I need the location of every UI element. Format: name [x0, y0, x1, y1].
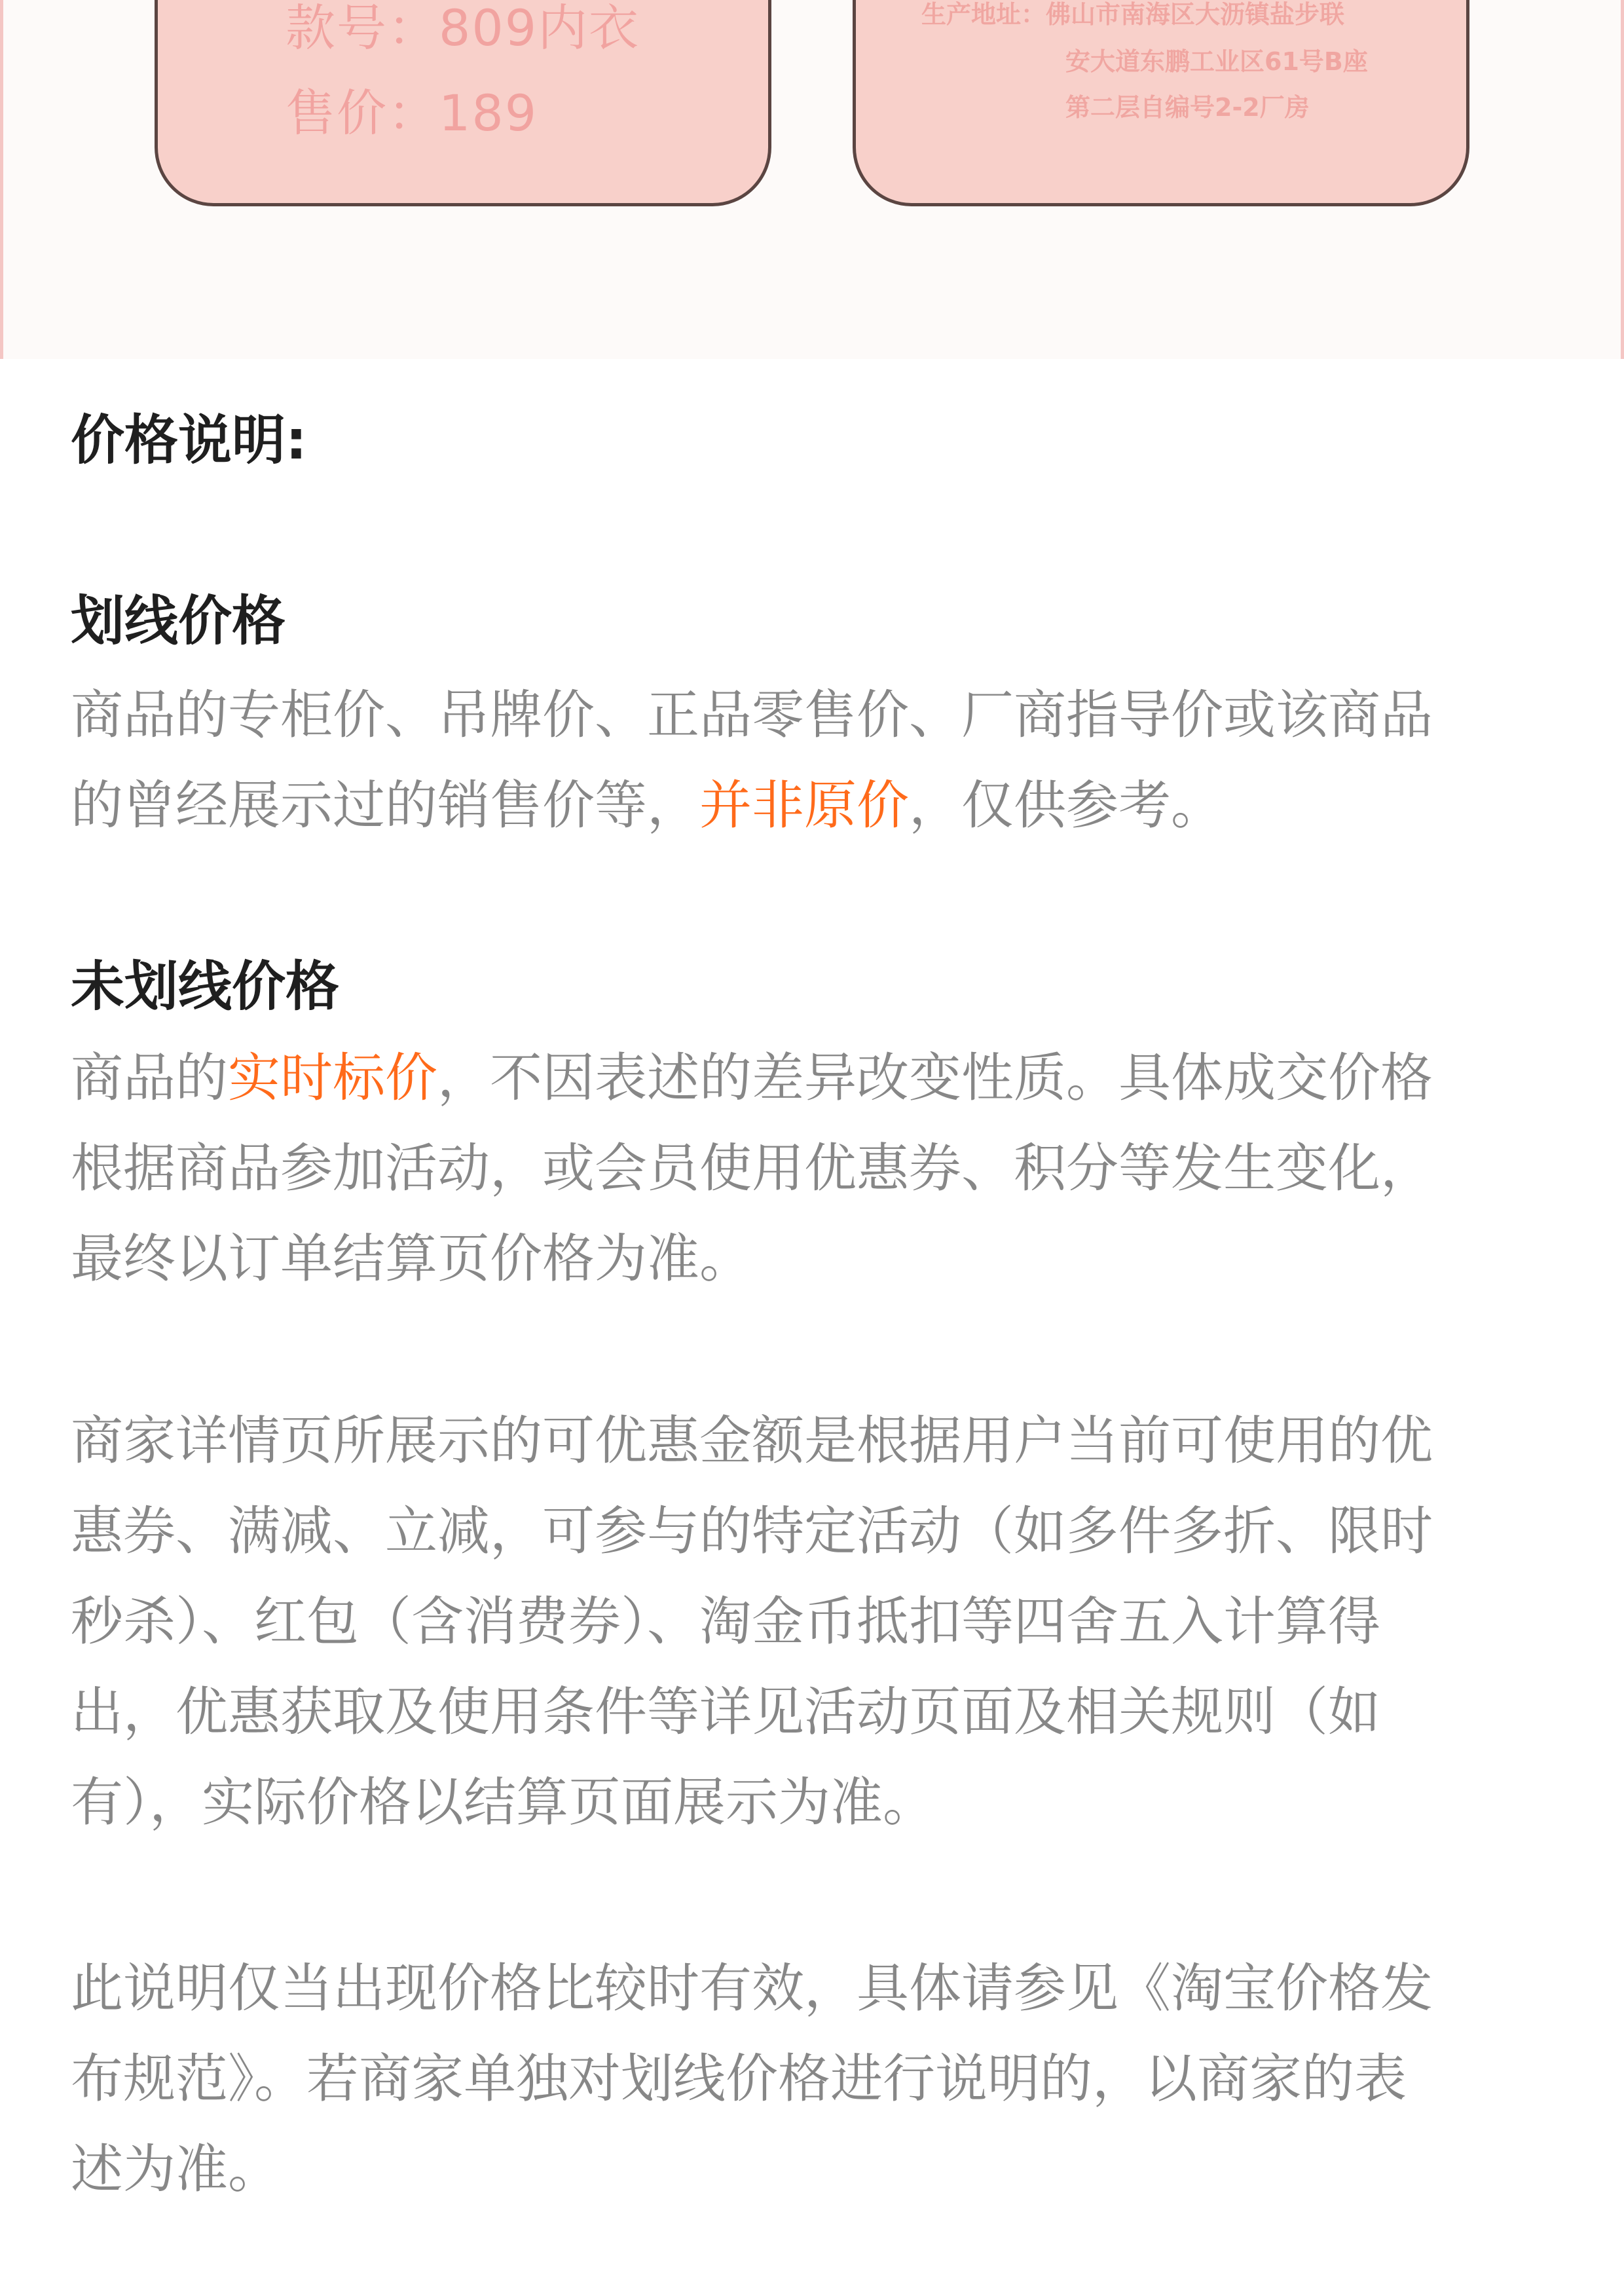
notice-line-1: 此说明仅当出现价格比较时有效，具体请参见《淘宝价格发: [71, 1958, 1433, 2019]
price-tag-card: [155, 0, 771, 206]
strike-price-text-b: ，仅供参考。: [909, 775, 1223, 836]
tag-address-line-2: 安大道东鹏工业区61号B座: [1065, 47, 1368, 76]
discount-line-2: 惠券、满减、立减，可参与的特定活动（如多件多折、限时: [71, 1501, 1433, 1562]
non-strike-text-a: 商品的: [71, 1047, 228, 1108]
discount-line-5: 有），实际价格以结算页面展示为准。: [71, 1772, 935, 1833]
price-explanation-title: 价格说明:: [71, 409, 307, 472]
discount-line-1: 商家详情页所展示的可优惠金额是根据用户当前可使用的优: [71, 1410, 1433, 1471]
non-strike-price-line-2: 根据商品参加活动，或会员使用优惠券、积分等发生变化，: [71, 1138, 1433, 1199]
non-strike-price-line-3: 最终以订单结算页价格为准。: [71, 1228, 752, 1289]
tag-section-left-edge: [0, 0, 3, 359]
discount-line-4: 出，优惠获取及使用条件等详见活动页面及相关规则（如: [71, 1681, 1380, 1742]
non-strike-text-b: ，不因表述的差异改变性质。具体成交价格: [437, 1047, 1433, 1108]
non-strike-price-line-1: [71, 1047, 1433, 1108]
not-original-price-highlight: 并非原价: [699, 775, 909, 836]
discount-line-3: 秒杀）、红包（含消费券）、淘金币抵扣等四舍五入计算得: [71, 1591, 1380, 1652]
strike-price-text-a: 的曾经展示过的销售价等，: [71, 775, 699, 836]
strike-price-heading: 划线价格: [71, 590, 286, 652]
non-strike-price-heading: 未划线价格: [71, 956, 340, 1018]
strike-price-line-2: [71, 775, 1223, 836]
tag-model-number: 款号：809内衣: [286, 0, 640, 57]
tag-address-line-3: 第二层自编号2-2厂房: [1065, 93, 1310, 122]
notice-line-3: 述为准。: [71, 2139, 280, 2200]
notice-line-2: 布规范》。若商家单独对划线价格进行说明的，以商家的表: [71, 2048, 1407, 2109]
tag-address-line-1: 生产地址：佛山市南海区大沥镇盐步联: [921, 0, 1345, 29]
strike-price-line-1: 商品的专柜价、吊牌价、正品零售价、厂商指导价或该商品: [71, 684, 1433, 745]
real-time-price-highlight: 实时标价: [228, 1047, 437, 1108]
manufacturer-tag-card: [853, 0, 1469, 206]
tag-section-right-edge: [1621, 0, 1624, 359]
product-tag-section: [0, 0, 1624, 359]
tag-sale-price: 售价：189: [286, 84, 538, 142]
